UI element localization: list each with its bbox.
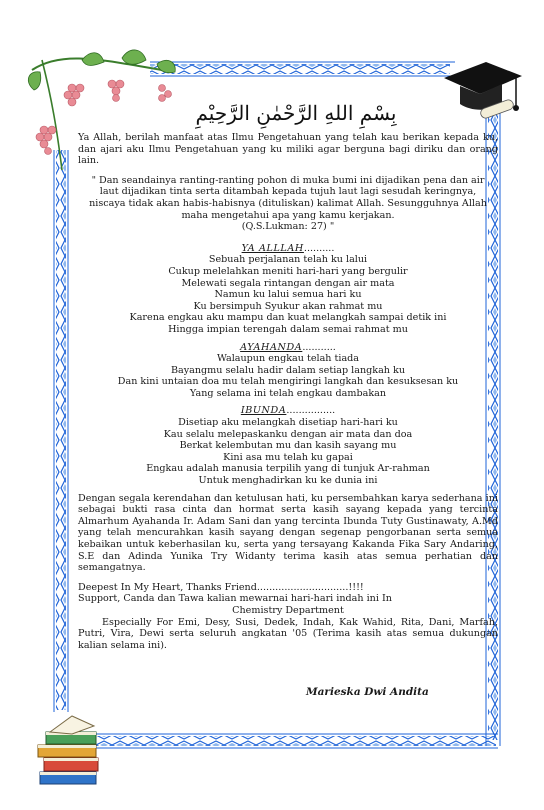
poem-title: AYAHANDA...........: [240, 341, 336, 353]
poem-line: Berkat kelembutan mu dan kasih sayang mu: [179, 440, 397, 452]
poem-title: YA ALLLAH..........: [241, 242, 335, 254]
poem-line: Dan kini untaian doa mu telah mengiringi langkah dan kesuksesan ku: [117, 376, 459, 388]
poem-line: Kini asa mu telah ku gapai: [223, 451, 353, 463]
poem-line: Walaupun engkau telah tiada: [216, 353, 360, 365]
quran-quote: [78, 175, 498, 233]
thanks-section: [78, 582, 498, 652]
quote-text: " Dan seandainya ranting-ranting pohon di muka bumi ini dijadikan pena dan air laut dijadikan tinta serta ditambah kepada tujuh laut lagi sesudah keringnya, niscaya tidak akan habis-habisnya (dituliskan) kalimat Allah. Sesungguhnya Allah maha mengetahui apa yang kamu kerjakan.: [89, 174, 487, 221]
thanks-department: Chemistry Department: [232, 604, 344, 616]
poem-line: Disetiap aku melangkah disetiap hari-hari ku: [178, 417, 398, 429]
poem-line: Ku bersimpuh Syukur akan rahmat mu: [193, 300, 383, 312]
poem-ayahanda: [78, 342, 498, 400]
poem-title: IBUNDA................: [240, 405, 336, 417]
thanks-heading: Deepest In My Heart, Thanks Friend..............................!!!!: [78, 581, 364, 593]
poem-line: Cukup melelahkan meniti hari-hari yang bergulir: [168, 265, 408, 277]
basmala-calligraphy: بِسْمِ اللهِ الرَّحْمٰنِ الرَّحِيْمِ: [195, 101, 397, 125]
poem-line: Karena engkau aku mampu dan kuat melangkah sampai detik ini: [129, 312, 447, 324]
poem-line: Melewati segala rintangan dengan air mata: [181, 277, 395, 289]
dedication-paragraph: Dengan segala kerendahan dan ketulusan hati, ku persembahkan karya sederhana ini sebagai bukti rasa cinta dan hormat serta kasih sayang kepada yang tercinta Almarhum Ayahanda Ir. Adam Sani dan yang tercinta Ibunda Tuty Gustinawaty, A.Md yang telah mencurahkan kasih sayang dengan segenap pengorbanan serta semua kebaikan untuk keberhasilan ku, serta yang tersayang Kakanda Fika Sary Andaring, S.E dan Adinda Yunika Try Widanty terima kasih atas semua perhatian dan semangatnya.: [78, 492, 498, 574]
poem-line: Yang selama ini telah engkau dambakan: [189, 387, 387, 399]
intro-paragraph: Ya Allah, berilah manfaat atas Ilmu Pengetahuan yang telah kau berikan kepada ku, dan ajari aku Ilmu Pengetahuan yang ku miliki agar berguna bagi diriku dan orang lain.: [78, 132, 498, 167]
book-stack-icon: [36, 712, 106, 792]
poem-line: Namun ku lalui semua hari ku: [214, 289, 362, 301]
poem-ya-allah: [78, 243, 498, 336]
poem-line: Kau selalu melepaskanku dengan air mata dan doa: [163, 428, 413, 440]
poem-line: Hingga impian terengah dalam semai rahmat mu: [168, 323, 408, 335]
poem-ibunda: [78, 405, 498, 486]
poem-line: Engkau adalah manusia terpilih yang di tunjuk Ar-rahman: [146, 463, 430, 475]
thanks-support: Support, Canda dan Tawa kalian mewarnai hari-hari indah ini In: [78, 593, 392, 605]
poem-line: Sebuah perjalanan telah ku lalui: [208, 254, 368, 266]
poem-line: Untuk menghadirkan ku ke dunia ini: [198, 475, 378, 487]
quote-source: (Q.S.Lukman: 27) ": [241, 221, 335, 233]
author-signature: Marieska Dwi Andita: [306, 686, 429, 698]
page-content: [78, 96, 498, 651]
poem-line: Bayangmu selalu hadir dalam setiap langkah ku: [170, 364, 406, 376]
thanks-friends: Especially For Emi, Desy, Susi, Dedek, Indah, Kak Wahid, Rita, Dani, Marfah, Putri, Vira, Dewi serta seluruh angkatan '05 (Terima kasih atas semua dukungan kalian selama ini).: [78, 616, 498, 651]
